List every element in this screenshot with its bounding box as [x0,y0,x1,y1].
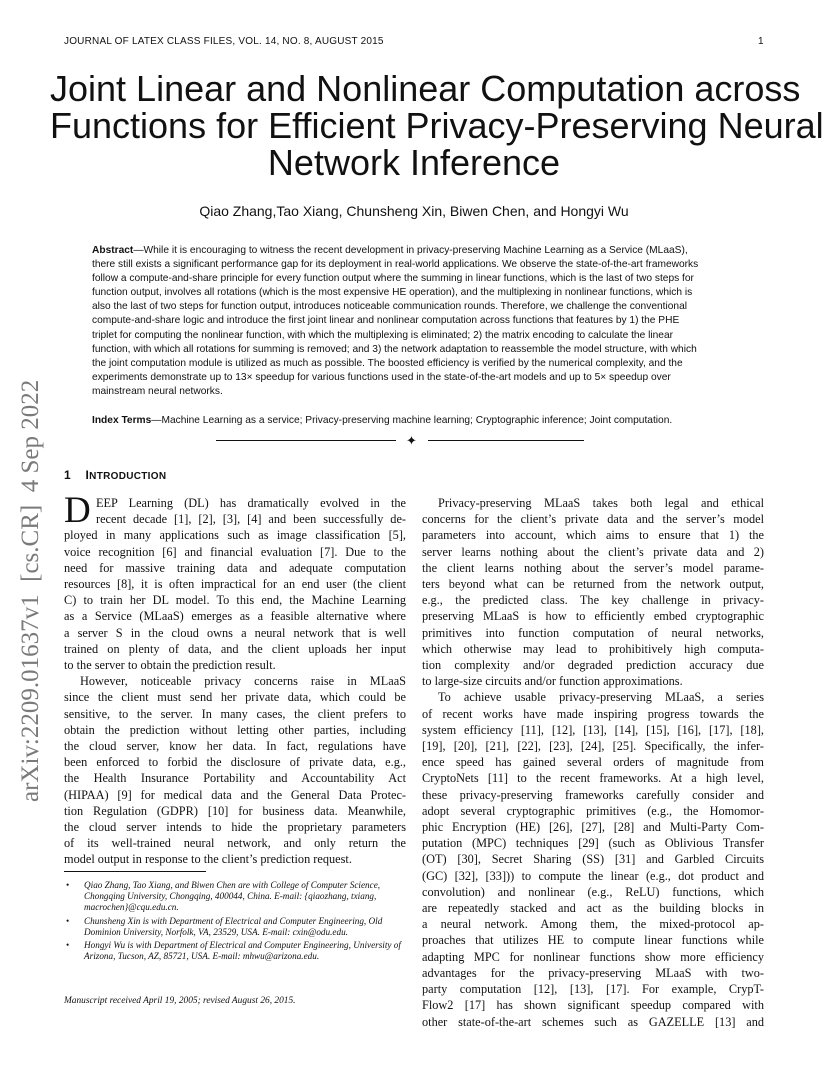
abstract-line: function, with which all rotations for summing is removed; and 3) the network adaptation to reassemble the model structure, with which [92,343,697,355]
body-line: these privacy-preserving frameworks carefully consider and [422,787,764,802]
bullet-icon: • [66,940,70,951]
body-line: of recent works have made inspiring progress towards the [422,706,764,721]
body-line: a neural network. Among them, the mixed-protocol ap- [422,917,764,932]
abstract-line: function output, involves all rotations (which is the most expensive HE operation), and the multiplexing in nonlinear functions, which is [92,287,693,299]
diamond-icon: ✦ [406,433,417,448]
drop-cap: D [64,490,91,531]
index-terms-label: Index Terms [92,415,152,426]
body-line: advantages for the privacy-preserving MLaaS with two- [422,965,764,980]
body-line: adopt several cryptographic primitives (e.g., the Homomor- [422,803,764,818]
body-line: since the client must send her private data, which could be [64,690,406,705]
body-line: putation (MPC) techniques [29] (such as Oblivious Transfer [422,836,764,851]
section-heading: 1 INTRODUCTION [64,468,167,482]
title-line: Network Inference [267,142,561,183]
body-line: other state-of-the-art schemes such as GAZELLE [13] and [422,1014,764,1029]
body-line: ence speed has gained several orders of magnitude from [422,755,764,770]
body-line: been enforced to forbid the disclosure of private data, e.g., [64,755,406,770]
body-line: To achieve usable privacy-preserving MLaaS, a series [438,690,764,705]
body-line: Privacy-preserving MLaaS takes both legal and ethical [438,496,764,510]
arxiv-stamp [0,290,52,810]
abstract-line: triplet for computing the nonlinear function, with which the multiplexing is eliminated; 2) the matrix encoding to calculate the linear [92,329,673,341]
author-list: Qiao Zhang,Tao Xiang, Chunsheng Xin, Biwen Chen, and Hongyi Wu [199,203,629,219]
index-terms: Index Terms—Machine Learning as a service; Privacy-preserving machine learning; Cryptographic inference; Joint computation. [92,415,673,426]
body-line: However, noticeable privacy concerns raise in MLaaS [80,674,406,689]
footnote-item: • Chunsheng Xin is with Department of Electrical and Computer Engineering, Old Dominion University, Norfolk, VA, 23529, USA. E-mail: cxin@odu.edu. [66,915,383,937]
body-line: ployed in many applications such as image classification [5], [64,528,406,543]
body-line: obtain the prediction without letting other parties, including [64,722,406,737]
body-line: to the server to obtain the prediction result. [64,658,276,673]
abstract [92,244,744,399]
manuscript-note: Manuscript received April 19, 2005; revised August 26, 2015. [64,996,296,1006]
body-line: as a Service (MLaaS) emerges as a feasible alternative where [64,609,406,624]
bullet-icon: • [66,880,70,890]
divider-rule [216,440,396,441]
body-line: a server S in the cloud owns a neural network that is well [64,625,406,640]
arxiv-stamp-text: arXiv:2209.01637v1 [cs.CR] 4 Sep 2022 [17,379,44,802]
body-line: EEP Learning (DL) has dramatically evolved in the [96,496,406,510]
bullet-icon: • [66,915,70,926]
body-line: the cloud server intends to hide the proprietary parameters [64,820,406,835]
body-line: voice recognition [6] and financial evaluation [7]. Due to the [64,544,406,559]
body-line: e.g., the predicted class. The key challenge in privacy- [422,593,764,608]
body-line: the client learns nothing about the server’s model parame- [422,560,764,575]
body-line: tion complexity and/or degraded prediction accuracy due [422,658,764,673]
title-line: Functions for Efficient Privacy-Preserving Neural [50,105,824,146]
body-line: preserving MLaaS is how to efficiently embed cryptographic [422,609,764,624]
body-line: resources [8], it is often impractical for an end user (the client [64,577,406,592]
body-line: proaches that utilizes HE to compute linear functions while [422,933,764,948]
body-line: tion Regulation (GDPR) [10] for business data. Meanwhile, [64,803,406,818]
divider-rule [428,440,584,441]
paper-title [50,68,824,183]
body-line: server learns nothing about the client’s private data and 2) [422,544,764,559]
body-line: to large-size circuits and/or function approximations. [422,674,683,689]
abstract-line: there still exists a significant performance gap for its deployment in real-world applications. We observe the state-of-the-art frameworks [92,259,699,271]
title-line: Joint Linear and Nonlinear Computation across [50,68,801,109]
body-line: (GC) [32], [33])) to compute the linear (e.g., dot product and [422,868,764,883]
right-column [422,495,764,1030]
footnote-item: • Qiao Zhang, Tao Xiang, and Biwen Chen are with College of Computer Science, Chongqing University, Chongqing, 400044, China. E-mail: {qiaozhang, txiang, macrochen}@cqu.edu.cn. [66,880,381,913]
abstract-line: compute-and-share logic and introduce the first joint linear and nonlinear computation across functions that features by 1) the PHE [92,315,680,327]
body-line: primitives into function computation of neural networks, [422,625,764,640]
body-line: concerns for the client’s private data and the server’s model [422,512,764,527]
abstract-line: follow a compute-and-share principle for every function output where the summing in linear functions, which is the last of two steps for [92,273,694,285]
affiliation-footnotes [64,880,406,964]
body-line: party computation [12], [13], [17]. For example, CrypT- [422,982,764,997]
body-line: which otherwise may lead to prohibitively high computa- [422,641,764,656]
body-line: (HIPAA) [9] for medical data and the General Data Protec- [64,787,406,802]
body-line: need for massive training data and adequate computation [64,560,406,575]
body-line: system efficiency [11], [12], [13], [14], [15], [16], [17], [18], [422,722,764,737]
abstract-line: Abstract—While it is encouraging to witness the recent development in privacy-preserving Machine Learning as a Service (MLaaS), [92,245,688,256]
abstract-label: Abstract [92,245,134,256]
body-line: CryptoNets [11] to the recent frameworks. At a high level, [422,771,764,786]
footnote-rule [64,871,206,872]
body-line: recent decade [1], [2], [3], [4] and been successfully de- [96,512,406,527]
body-line: the cloud server, know her data. In fact, regulations have [64,739,406,754]
body-line: convolution) and nonlinear (e.g., ReLU) functions, which [422,884,764,899]
body-line: phic Encryption (HE) [26], [27], [28] and Multi-Party Com- [422,820,764,835]
left-column [64,490,406,868]
body-line: trained on plenty of data, and the client uploads her input [64,641,406,656]
abstract-line: the joint computation module is utilized as much as possible. The boosted efficiency is verified by the numerical complexity, and the [92,357,683,369]
abstract-line: also the last of two steps for function output, introduces noticeable communication rounds. Therefore, we challenge the conventional [92,301,688,313]
body-line: Flow2 [17] has shown significant speedup compared with [422,998,764,1013]
body-line: adapting MPC for nonlinear functions show more efficiency [422,949,764,964]
body-line: (OT) [30], Secret Sharing (SS) [31] and Garbled Circuits [422,852,764,867]
page-number: 1 [758,36,764,47]
body-line: [19], [20], [21], [22], [23], [24], [25]. Specifically, the infer- [422,739,764,754]
body-line: ters beyond what can be returned from the network output, [422,577,764,592]
body-line: sensitive, to the server. In many cases, the client prefers to [64,706,406,721]
footnote-item: • Hongyi Wu is with Department of Electrical and Computer Engineering, University of Arizona, Tucson, AZ, 85721, USA. E-mail: mhwu@arizona.edu. [66,940,401,962]
body-line: model output in response to the client’s prediction request. [64,852,352,867]
body-line: C) to train her DL model. To this end, the Machine Learning [64,593,406,608]
abstract-line: mainstream neural networks. [92,385,223,397]
body-line: are repeatedly stacked and act as the building blocks in [422,901,764,916]
section-divider [216,434,584,448]
abstract-line: experiments demonstrate up to 13× speedup for various functions used in the state-of-the-art models and up to 5× speedup over [92,371,671,383]
body-line: of its well-trained neural network, and only return the [64,836,406,851]
body-line: parameters into account, which aims to ensure that 1) the [422,528,764,543]
journal-header: JOURNAL OF LATEX CLASS FILES, VOL. 14, NO. 8, AUGUST 2015 [64,36,384,47]
body-line: the Health Insurance Portability and Accountability Act [64,771,406,786]
